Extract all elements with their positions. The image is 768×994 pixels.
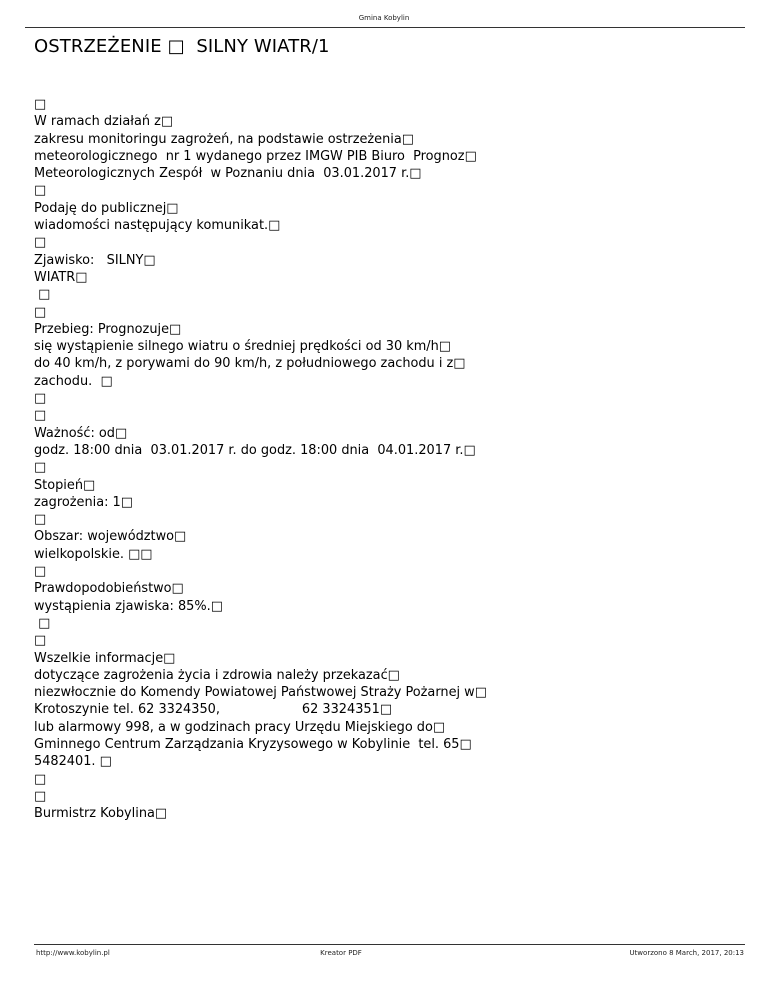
body-line: WIATR□ [34, 269, 88, 285]
body-line: się wystąpienie silnego wiatru o średniej prędkości od 30 km/h□ [34, 339, 451, 355]
body-line: wielkopolskie. □□ [34, 546, 153, 562]
body-line: □ [34, 771, 47, 787]
body-line: Przebieg: Prognozuje□ [34, 321, 182, 337]
body-line: Meteorologicznych Zespół w Poznaniu dnia 03.01.2017 r.□ [34, 166, 422, 182]
footer-url: http://www.kobylin.pl [36, 949, 110, 957]
body-line: niezwłocznie do Komendy Powiatowej Państwowej Straży Pożarnej w□ [34, 685, 487, 701]
header-divider [25, 27, 745, 28]
footer-created-date: Utworzono 8 March, 2017, 20:13 [629, 949, 744, 957]
body-line: Ważność: od□ [34, 425, 128, 441]
body-line: □ [34, 183, 47, 199]
body-line: □ [34, 408, 47, 424]
body-line: 5482401. □ [34, 754, 112, 770]
body-line: Burmistrz Kobylina□ [34, 806, 168, 822]
body-line: □ [34, 304, 47, 320]
body-line: Gminnego Centrum Zarządzania Kryzysowego w Kobylinie tel. 65□ [34, 736, 472, 752]
body-line: □ [34, 788, 47, 804]
body-line: □ [34, 235, 47, 251]
body-line: W ramach działań z□ [34, 114, 174, 130]
body-line: □ [34, 460, 47, 476]
header-site-name: Gmina Kobylin [358, 14, 410, 22]
body-line: zachodu. □ [34, 373, 113, 389]
body-line: □ [34, 97, 47, 112]
body-line: Krotoszynie tel. 62 3324350, 62 3324351□ [34, 702, 392, 718]
body-line: Zjawisko: SILNY□ [34, 252, 156, 268]
body-line: Prawdopodobieństwo□ [34, 581, 184, 597]
body-line: Stopień□ [34, 477, 96, 493]
body-line: godz. 18:00 dnia 03.01.2017 r. do godz. 18:00 dnia 04.01.2017 r.□ [34, 442, 476, 458]
body-line: do 40 km/h, z porywami do 90 km/h, z południowego zachodu i z□ [34, 356, 466, 372]
body-line: meteorologicznego nr 1 wydanego przez IMGW PIB Biuro Prognoz□ [34, 148, 477, 164]
body-line: Obszar: województwo□ [34, 529, 187, 545]
body-line: dotyczące zagrożenia życia i zdrowia należy przekazać□ [34, 667, 400, 683]
body-line: □ [34, 633, 47, 649]
body-line: zagrożenia: 1□ [34, 494, 133, 510]
footer-divider [34, 944, 745, 945]
body-line: □ [34, 512, 47, 528]
body-line: wiadomości następujący komunikat.□ [34, 218, 281, 234]
body-line: zakresu monitoringu zagrożeń, na podstawie ostrzeżenia□ [34, 131, 414, 147]
body-line: □ [34, 564, 47, 580]
body-line: □ [34, 615, 51, 631]
page-title: OSTRZEŻENIE □ SILNY WIATR/1 [34, 36, 330, 57]
document-body [34, 96, 734, 822]
body-line: Podaję do publicznej□ [34, 200, 179, 216]
footer-generator: Kreator PDF [320, 949, 362, 957]
body-line: wystąpienia zjawiska: 85%.□ [34, 598, 223, 614]
body-line: lub alarmowy 998, a w godzinach pracy Urzędu Miejskiego do□ [34, 719, 446, 735]
body-line: □ [34, 287, 51, 303]
body-line: □ [34, 391, 47, 407]
body-line: Wszelkie informacje□ [34, 650, 176, 666]
